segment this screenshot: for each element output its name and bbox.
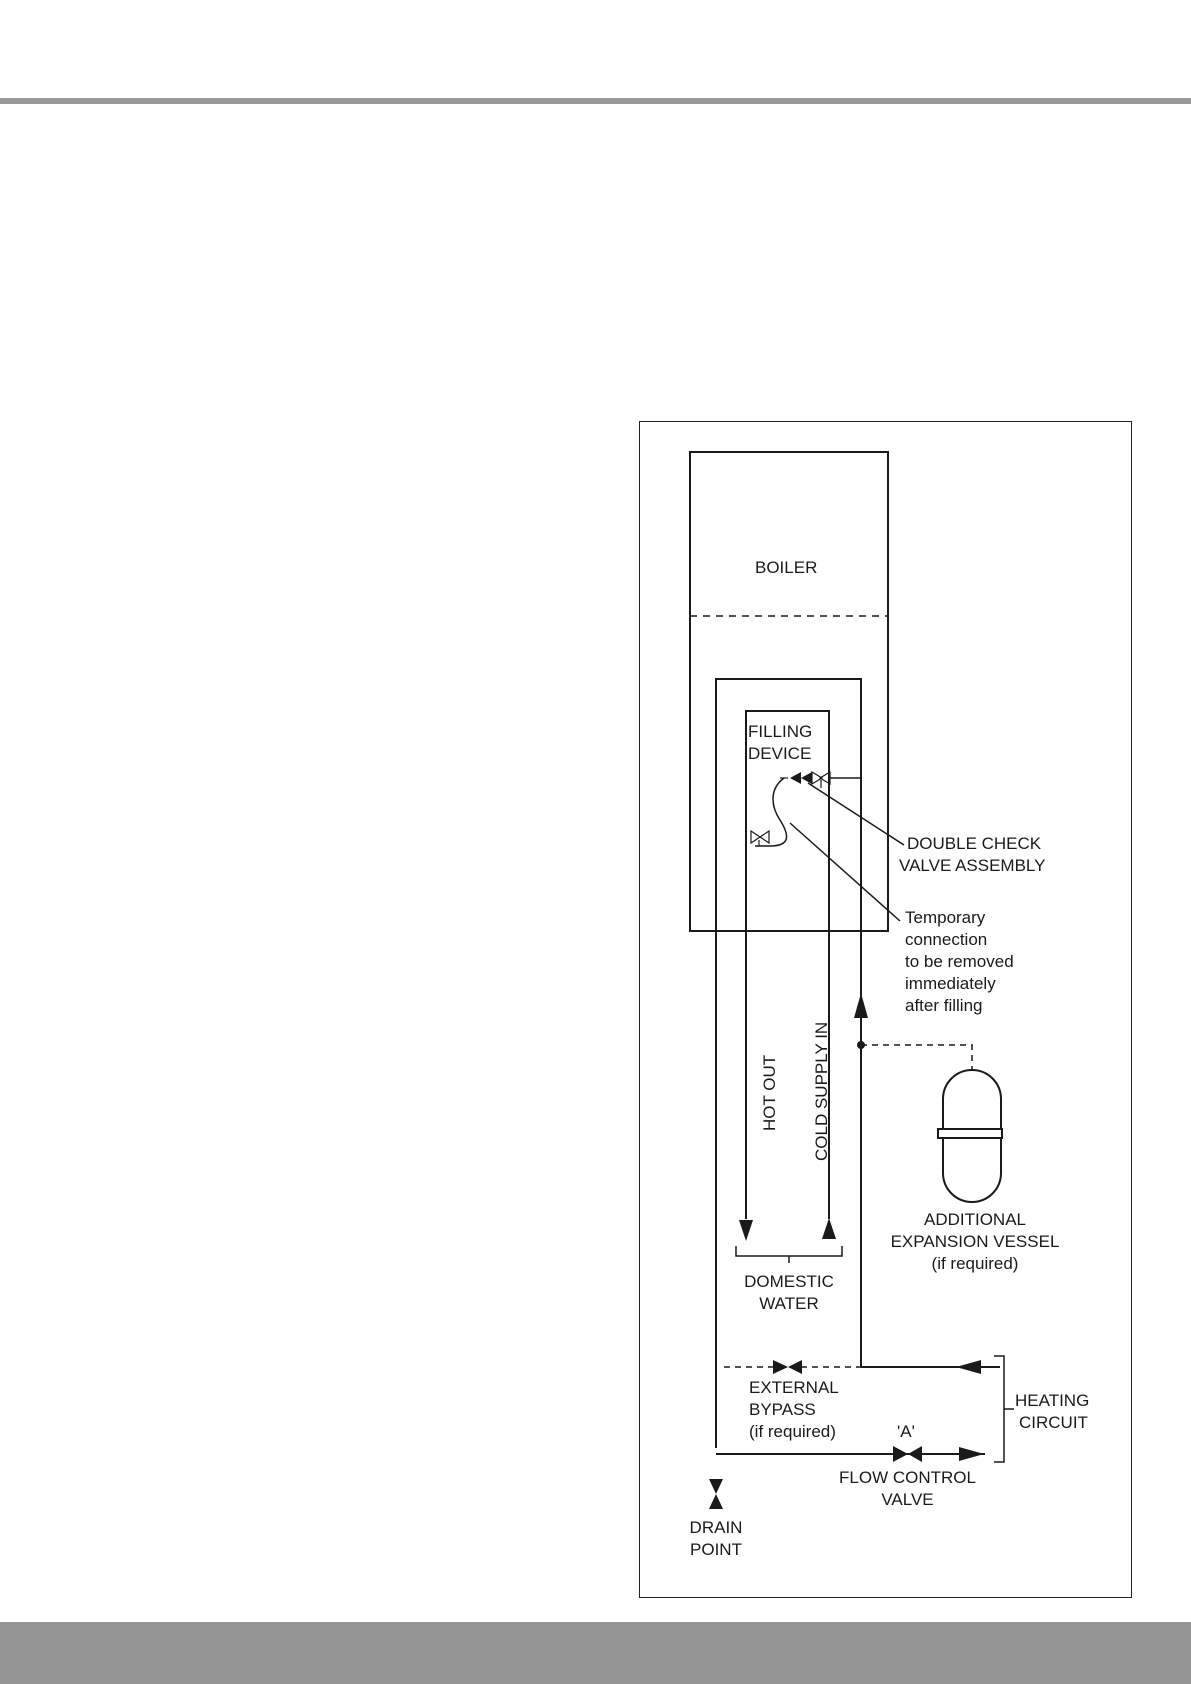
flow-arrow bbox=[959, 1447, 984, 1461]
temporary-hose bbox=[755, 778, 787, 846]
hot-out-arrow bbox=[739, 1220, 753, 1241]
heating-bracket bbox=[994, 1356, 1004, 1462]
double-check-label: DOUBLE CHECK VALVE ASSEMBLY bbox=[899, 834, 1046, 875]
flow-up-arrow bbox=[854, 993, 868, 1018]
return-arrow bbox=[956, 1360, 981, 1374]
domestic-bracket bbox=[736, 1246, 842, 1256]
drain-point-label: DRAIN POINT bbox=[689, 1518, 743, 1559]
expansion-vessel-label: ADDITIONAL EXPANSION VESSEL (if required) bbox=[890, 1210, 1060, 1273]
temp-connection-leader bbox=[790, 823, 900, 921]
domestic-water-label: DOMESTIC WATER bbox=[744, 1272, 834, 1313]
vessel-band bbox=[938, 1129, 1002, 1138]
vessel-connection bbox=[861, 1045, 972, 1070]
filling-device-box bbox=[746, 711, 829, 1219]
heating-return-pipe bbox=[716, 679, 861, 1448]
cold-supply-arrow bbox=[822, 1218, 836, 1239]
tee-junction bbox=[857, 1041, 865, 1049]
temporary-connection-label: Temporary connection to be removed immediately after filling bbox=[905, 908, 1014, 1015]
heating-circuit-label: HEATING CIRCUIT bbox=[1015, 1391, 1090, 1432]
check-valve-assembly bbox=[790, 772, 801, 784]
footer-band bbox=[0, 1622, 1191, 1684]
bypass-valve bbox=[773, 1360, 788, 1374]
drain-valve bbox=[709, 1479, 723, 1494]
flow-control-label: FLOW CONTROL VALVE bbox=[839, 1468, 976, 1509]
boiler-casing bbox=[690, 452, 888, 931]
external-bypass-label: EXTERNAL BYPASS (if required) bbox=[749, 1378, 839, 1441]
double-check-leader bbox=[808, 783, 904, 845]
boiler-label: BOILER bbox=[755, 558, 818, 577]
hot-out-label: HOT OUT bbox=[760, 1054, 779, 1131]
cold-supply-label: COLD SUPPLY IN bbox=[812, 1021, 831, 1161]
flow-control-valve bbox=[893, 1446, 908, 1462]
filling-device-label: FILLING DEVICE bbox=[748, 722, 813, 763]
valve-a-label: 'A' bbox=[897, 1422, 915, 1441]
